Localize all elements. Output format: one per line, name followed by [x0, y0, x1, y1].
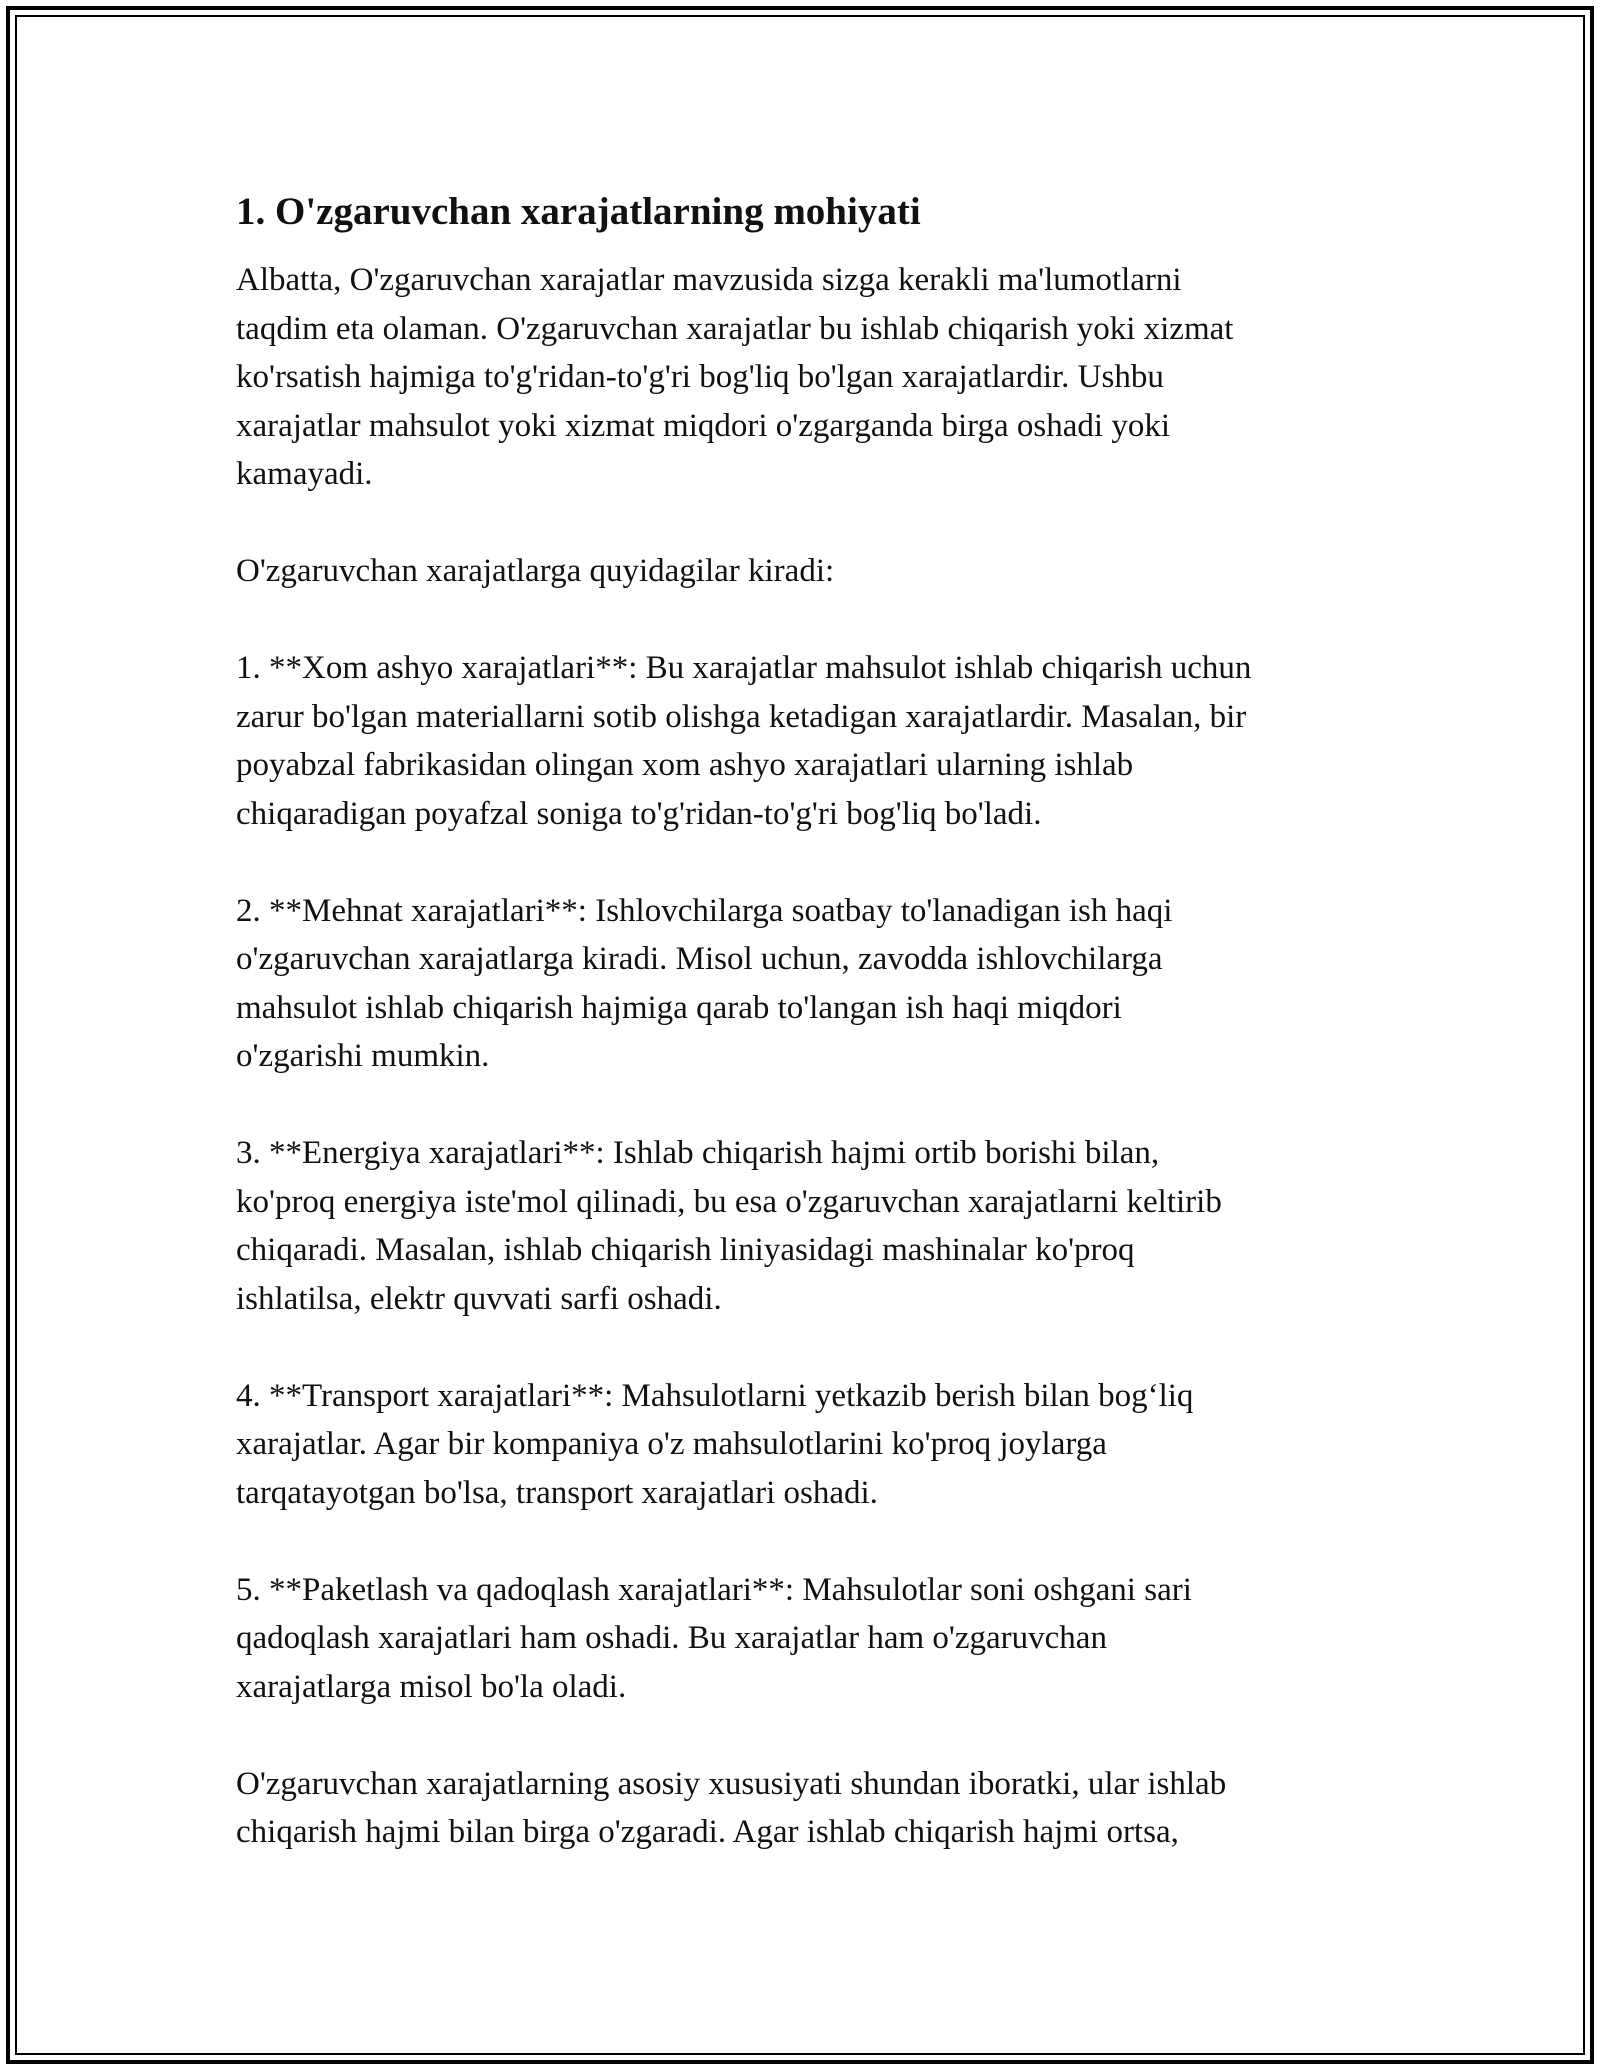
intro-paragraph: Albatta, O'zgaruvchan xarajatlar mavzusida sizga kerakli ma'lumotlarni taqdim eta olaman. O'zgaruvchan xarajatlar bu ishlab chiqarish yoki xizmat ko'rsatish hajmiga to'g'ridan-to'g'ri bog'liq bo'lgan xarajatlardir. Ushbu xarajatlar mahsulot yoki xizmat miqdori o'zgarganda birga oshadi yoki kamayadi. — [236, 262, 1234, 492]
list-item-packaging: 5. **Paketlash va qadoqlash xarajatlari**: Mahsulotlar soni oshgani sari qadoqlash xarajatlari ham oshadi. Bu xarajatlar ham o'zgaruvchan xarajatlarga misol bo'la oladi. — [236, 1571, 1192, 1705]
list-item-transport: 4. **Transport xarajatlari**: Mahsulotlarni yetkazib berish bilan bog‘liq xarajatlar. Agar bir kompaniya o'z mahsulotlarini ko'proq joylarga tarqatayotgan bo'lsa, transport xarajatlari oshadi. — [236, 1377, 1194, 1511]
list-item-energy: 3. **Energiya xarajatlari**: Ishlab chiqarish hajmi ortib borishi bilan, ko'proq energiya iste'mol qilinadi, bu esa o'zgaruvchan xarajatlarni keltirib chiqaradi. Masalan, ishlab chiqarish liniyasidagi mashinalar ko'proq ishlatilsa, elektr quvvati sarfi oshadi. — [236, 1135, 1222, 1317]
list-item-raw-materials: 1. **Xom ashyo xarajatlari**: Bu xarajatlar mahsulot ishlab chiqarish uchun zarur bo'lgan materiallarni sotib olishga ketadigan xarajatlardir. Masalan, bir poyabzal fabrikasidan olingan xom ashyo xarajatlari ularning ishlab chiqaradigan poyafzal soniga to'g'ridan-to'g'ri bog'liq bo'ladi. — [236, 650, 1252, 832]
list-item-labor: 2. **Mehnat xarajatlari**: Ishlovchilarga soatbay to'lanadigan ish haqi o'zgaruvchan xarajatlarga kiradi. Misol uchun, zavodda ishlovchilarga mahsulot ishlab chiqarish hajmiga qarab to'langan ish haqi miqdori o'zgarishi mumkin. — [236, 892, 1173, 1074]
conclusion-paragraph: O'zgaruvchan xarajatlarning asosiy xususiyati shundan iboratki, ular ishlab chiqarish hajmi bilan birga o'zgaradi. Agar ishlab chiqarish hajmi ortsa, — [236, 1765, 1227, 1850]
document-body — [236, 186, 1376, 1905]
list-intro-paragraph: O'zgaruvchan xarajatlarga quyidagilar kiradi: — [236, 553, 835, 589]
section-heading: 1. O'zgaruvchan xarajatlarning mohiyati — [236, 190, 921, 233]
